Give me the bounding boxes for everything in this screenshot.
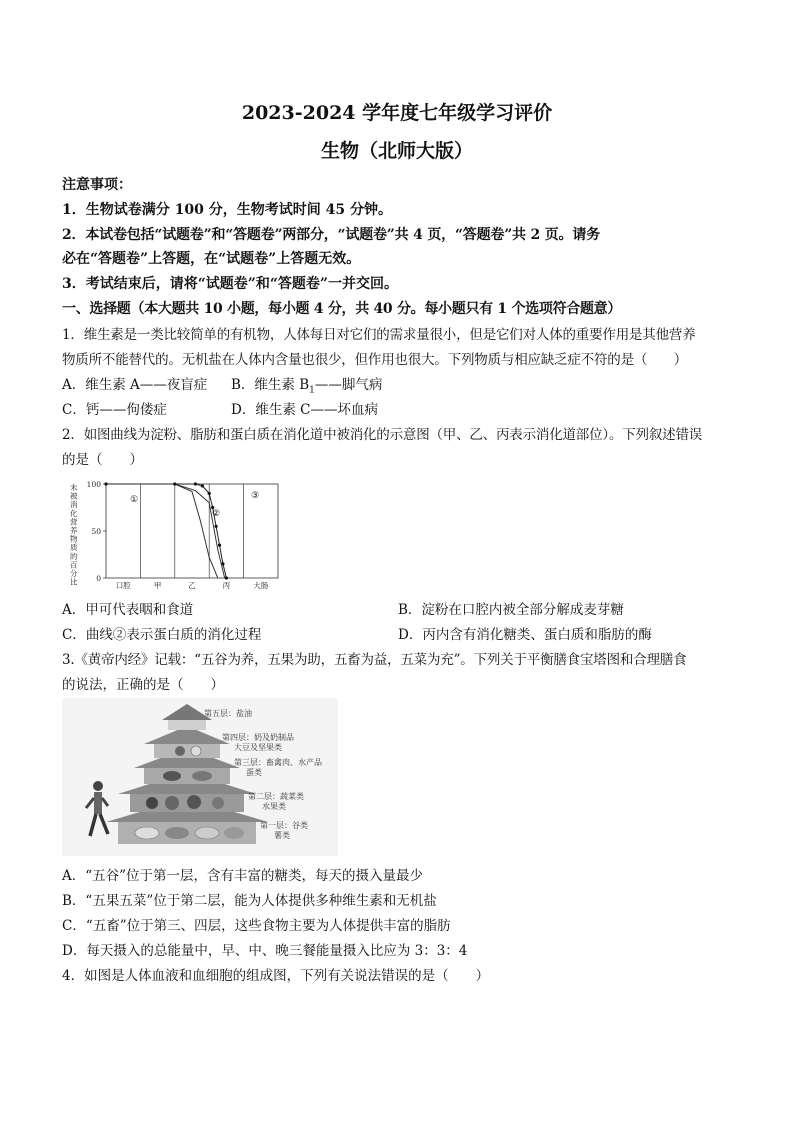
curve-label-2: ② [212,509,221,519]
series-3-point [221,562,224,565]
y-label-char: 质 [70,543,78,553]
q2-option-b: B．淀粉在口腔内被全部分解成麦芽糖 [398,602,624,618]
y-label-char: 营 [70,517,78,527]
pyramid-label-1a: 第一层：谷类 [260,821,308,830]
notice-item-3: 3．考试结束后，请将“试题卷”和“答题卷”一并交回。 [62,276,398,292]
series-3-point [214,525,217,528]
y-label-char: 未 [70,483,78,492]
pyramid-label-3a: 第三层：畜禽肉、水产品 [234,758,322,767]
q1-option-c: C．钙——佝偻症 [62,402,167,418]
series-line-1 [106,484,225,578]
q1-stem-line-2: 物质所不能替代的。无机盐在人体内含量也很少，但作用也很大。下列物质与相应缺乏症不符的是（ ） [62,352,688,368]
y-tick-label: 0 [96,574,101,583]
y-label-char: 化 [70,508,78,518]
series-3-point [173,482,176,485]
q2-stem-line-1: 2．如图曲线为淀粉、脂肪和蛋白质在消化道中被消化的示意图（甲、乙、丙表示消化道部位）。下列叙述错误 [62,427,703,443]
y-label-char: 被 [70,491,78,501]
pyramid-label-4a: 第四层：奶及奶制品 [222,733,294,742]
q2-option-d: D．丙内含有消化糖类、蛋白质和脂肪的酶 [398,627,652,643]
series-3-point [201,484,204,487]
series-line-2 [106,484,221,578]
y-label-char: 分 [70,569,78,578]
y-tick-label: 50 [91,527,101,536]
curve-label-3: ③ [251,491,260,501]
q1-option-d: D．维生素 C——坏血病 [231,402,378,418]
y-label-char: 百 [70,560,78,570]
x-category-label: 甲 [153,581,162,590]
q3-option-a: A．“五谷”位于第一层，含有丰富的糖类，每天的摄入量最少 [62,868,424,884]
q2-stem-line-2: 的是（ ） [62,452,143,468]
q3-option-b: B．“五果五菜”位于第二层，能为人体提供多种维生素和无机盐 [62,893,437,909]
x-category-label: 大肠 [253,581,269,590]
pyramid-tier-4 [154,744,220,758]
y-label-char: 的 [70,551,78,561]
pyramid-label-2a: 第二层：蔬菜类 [248,792,304,801]
pyramid-label-5: 第五层：盐油 [204,709,252,718]
q1-option-a: A．维生素 A——夜盲症 [62,377,208,393]
q3-option-d: D．每天摄入的总能量中，早、中、晚三餐能量摄入比应为 3：3：4 [62,943,468,959]
notice-item-2: 2．本试卷包括“试题卷”和“答题卷”两部分，“试题卷”共 4 页，“答题卷”共 2 页。请务 [62,227,600,243]
q1-option-b: B．维生素 $B_1——$脚气病 [231,377,383,396]
pyramid-tier-3 [144,768,230,784]
pyramid-label-3b: 蛋类 [246,768,262,777]
q3-stem-line-1: 3.《黄帝内经》记载：“五谷为养，五果为助，五畜为益，五菜为充”。下列关于平衡膳食宝塔图和合理膳食 [62,652,687,668]
series-3-point [194,482,197,485]
series-3-point [225,576,228,579]
digestion-chart-svg [62,476,284,592]
series-3-point [104,482,107,485]
y-label-char: 养 [70,526,78,535]
y-label-char: 消 [70,500,78,510]
y-label-char: 物 [70,534,78,544]
section-heading: 一、选择题（本大题共 10 小题，每小题 4 分，共 40 分。每小题只有 1 个选项符合题意） [62,301,622,317]
series-line-3 [106,484,226,578]
y-tick-label: 100 [86,480,101,489]
food-pyramid-svg [62,698,338,856]
q2-option-c: C．曲线②表示蛋白质的消化过程 [62,627,262,643]
digestion-chart [62,476,284,592]
notice-item-2-cont: 必在“答题卷”上答题，在“试题卷”上答题无效。 [62,251,361,267]
y-label-char: 比 [70,577,78,587]
page-title: 2023-2024 学年度七年级学习评价 [241,102,553,124]
pyramid-label-2b: 水果类 [262,802,286,811]
notice-heading: 注意事项： [62,177,132,193]
q1-stem-line-1: 1．维生素是一类比较简单的有机物，人体每日对它们的需求量很小，但是它们对人体的重要作用是其他营养 [62,327,696,343]
chart-y-axis-label [70,482,78,587]
pyramid-tier-5 [168,720,206,730]
x-category-label: 口腔 [115,581,131,590]
q3-stem-line-2: 的说法，正确的是（ ） [62,677,224,693]
q2-option-a: A．甲可代表咽和食道 [62,602,194,618]
food-pyramid-figure [62,698,338,856]
q4-stem: 4．如图是人体血液和血细胞的组成图，下列有关说法错误的是（ ） [62,968,490,984]
series-3-point [218,544,221,547]
notice-item-1: 1．生物试卷满分 100 分，生物考试时间 45 分钟。 [62,202,392,218]
series-3-point [208,492,211,495]
page-subtitle: 生物（北师大版） [320,140,473,162]
q3-option-c: C．“五畜”位于第三、四层，这些食物主要为人体提供丰富的脂肪 [62,918,451,934]
pyramid-label-1b: 薯类 [274,831,290,840]
pyramid-label-4b: 大豆及坚果类 [234,743,282,752]
x-category-label: 丙 [222,581,231,590]
x-category-label: 乙 [188,581,196,590]
curve-label-1: ① [130,495,139,505]
